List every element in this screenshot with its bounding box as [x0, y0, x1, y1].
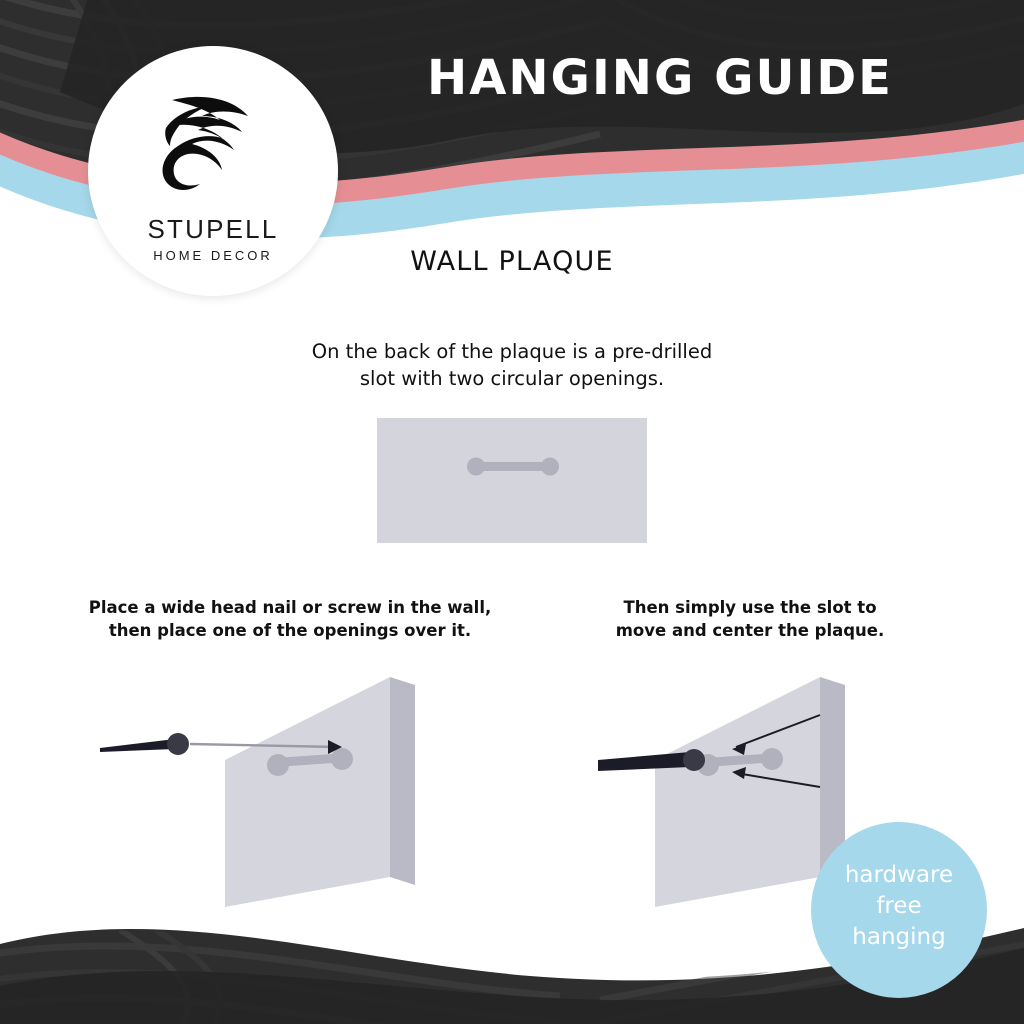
- plaque-side-edge: [390, 677, 415, 885]
- hardware-free-text: [811, 860, 987, 953]
- badge-line-3: hanging: [852, 924, 946, 950]
- step-1-figure: [70, 655, 490, 925]
- step-1-caption-line-2: then place one of the openings over it.: [108, 621, 472, 640]
- plaque-front-face: [655, 677, 820, 907]
- intro-line-1: On the back of the plaque is a pre-drilled: [311, 340, 713, 363]
- hardware-free-badge: [811, 822, 987, 998]
- intro-text: [262, 338, 762, 392]
- step-2-caption: [538, 596, 962, 642]
- step-1-caption-line-1: Place a wide head nail or screw in the wall,: [88, 598, 492, 617]
- nail-inserted-icon: [598, 749, 705, 771]
- badge-line-1: hardware: [844, 862, 954, 888]
- intro-line-2: slot with two circular openings.: [359, 367, 665, 390]
- plaque-rect: [377, 418, 647, 543]
- nail-icon: [100, 733, 189, 755]
- step-2-caption-line-2: move and center the plaque.: [615, 621, 885, 640]
- page-title: HANGING GUIDE: [427, 50, 893, 106]
- step-1-caption: [78, 596, 502, 642]
- plaque-front-face: [225, 677, 390, 907]
- plaque-back-diagram: [377, 418, 647, 543]
- stupell-swoosh-icon: [148, 76, 278, 206]
- badge-line-2: free: [876, 893, 922, 919]
- logo-wordmark: STUPELL: [147, 214, 279, 244]
- logo-tagline: HOME DECOR: [153, 248, 273, 263]
- section-title: WALL PLAQUE: [410, 246, 614, 277]
- logo-badge: [88, 46, 338, 296]
- step-2-caption-line-1: Then simply use the slot to: [623, 598, 877, 617]
